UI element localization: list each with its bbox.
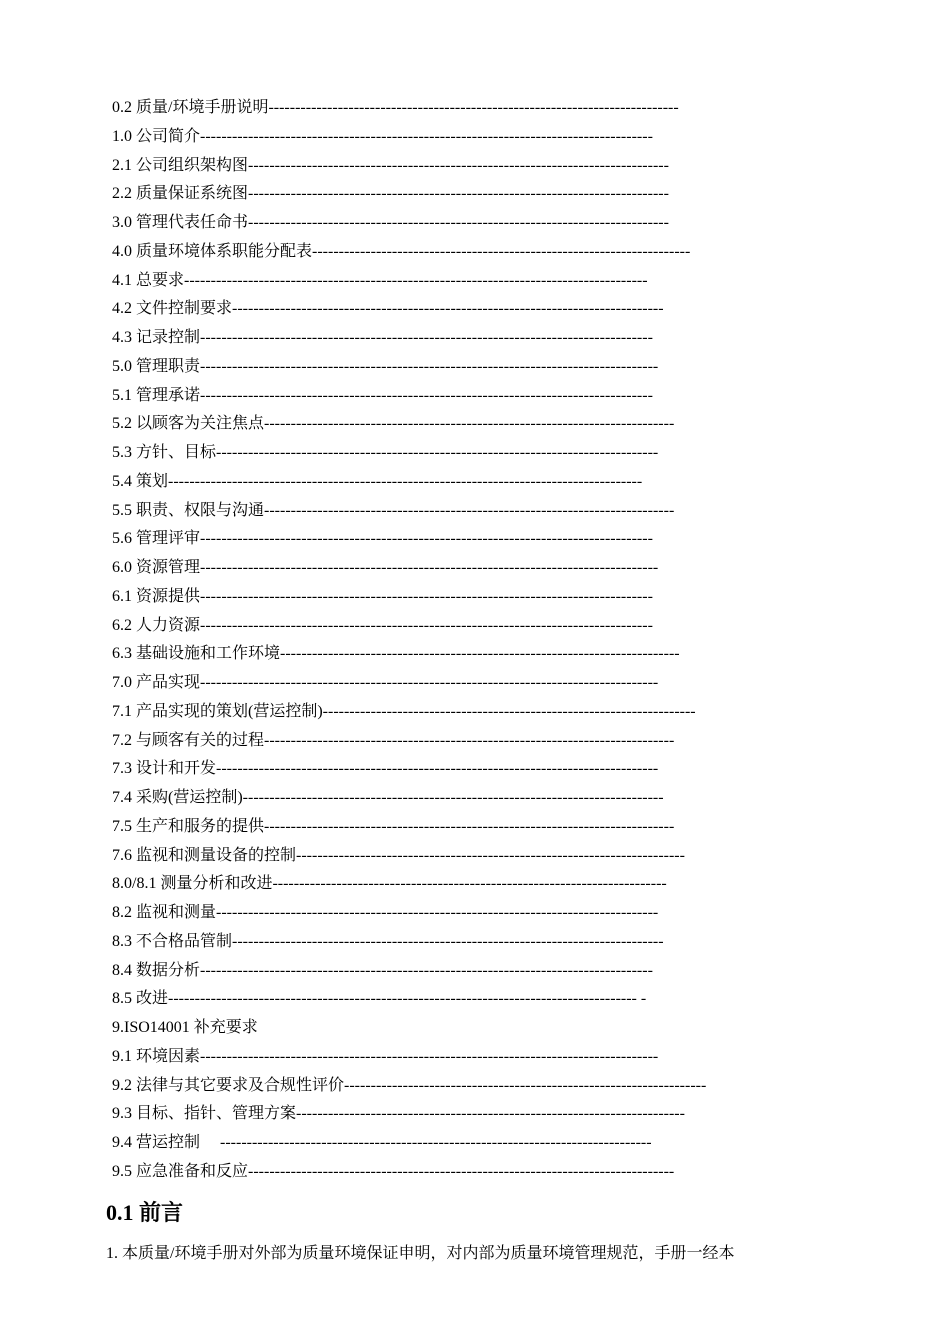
toc-entry: 5.5 职责、权限与沟通-----------------------------------------------------------------------------	[112, 501, 675, 519]
toc-entry: 5.4 策划-----------------------------------------------------------------------------------------	[112, 472, 643, 490]
toc-entry: 8.4 数据分析-------------------------------------------------------------------------------------	[112, 961, 653, 979]
toc-entry: 9.1 环境因素--------------------------------------------------------------------------------------	[112, 1047, 659, 1065]
toc-entry: 6.3 基础设施和工作环境---------------------------------------------------------------------------	[112, 645, 680, 663]
toc-entry: 8.5 改进---------------------------------------------------------------------------------------- -	[112, 990, 647, 1008]
toc-entry: 2.2 质量保证系统图-------------------------------------------------------------------------------	[112, 185, 669, 203]
toc-entry: 7.2 与顾客有关的过程-----------------------------------------------------------------------------	[112, 731, 675, 749]
toc-entry: 9.2 法律与其它要求及合规性评价--------------------------------------------------------------------	[112, 1076, 707, 1094]
toc-entry: 5.1 管理承诺-------------------------------------------------------------------------------------	[112, 386, 653, 404]
toc-entry: 8.0/8.1 测量分析和改进--------------------------------------------------------------------------	[112, 875, 667, 893]
toc-entry: 4.0 质量环境体系职能分配表-----------------------------------------------------------------------	[112, 242, 691, 260]
toc-entry: 4.1 总要求---------------------------------------------------------------------------------------	[112, 271, 648, 289]
section-heading: 0.1 前言	[106, 1200, 184, 1225]
toc-entry: 7.3 设计和开发-----------------------------------------------------------------------------------	[112, 760, 659, 778]
toc-entry: 5.2 以顾客为关注焦点-----------------------------------------------------------------------------	[112, 415, 675, 433]
toc-entry: 5.3 方针、目标-----------------------------------------------------------------------------------	[112, 444, 659, 461]
toc-entry: 9.ISO14001 补充要求	[112, 1019, 258, 1036]
toc-entry: 9.5 应急准备和反应--------------------------------------------------------------------------------	[112, 1162, 675, 1180]
toc-entry: 7.5 生产和服务的提供-----------------------------------------------------------------------------	[112, 817, 675, 835]
toc-entry: 3.0 管理代表任命书-------------------------------------------------------------------------------	[112, 214, 669, 231]
toc-entry: 7.4 采购(营运控制)-------------------------------------------------------------------------------	[112, 789, 664, 806]
toc-entry: 6.1 资源提供-------------------------------------------------------------------------------------	[112, 587, 653, 605]
toc-entry: 5.6 管理评审-------------------------------------------------------------------------------------	[112, 530, 653, 548]
toc-entry: 1.0 公司简介-------------------------------------------------------------------------------------	[112, 127, 653, 145]
body-paragraph: 1. 本质量/环境手册对外部为质量环境保证申明，对内部为质量环境管理规范，手册一经本	[106, 1245, 735, 1262]
toc-entry: 7.0 产品实现--------------------------------------------------------------------------------------	[112, 674, 659, 691]
toc-entry: 8.2 监视和测量-----------------------------------------------------------------------------------	[112, 904, 659, 921]
toc-entry: 8.3 不合格品管制---------------------------------------------------------------------------------	[112, 932, 664, 950]
toc-entry: 4.3 记录控制-------------------------------------------------------------------------------------	[112, 329, 653, 346]
toc-entry: 9.3 目标、指针、管理方案-------------------------------------------------------------------------	[112, 1105, 685, 1123]
toc-entry: 2.1 公司组织架构图-------------------------------------------------------------------------------	[112, 156, 669, 174]
toc-entry: 7.1 产品实现的策划(营运控制)----------------------------------------------------------------------	[112, 702, 696, 720]
toc-entry: 6.0 资源管理--------------------------------------------------------------------------------------	[112, 559, 659, 576]
table-of-contents	[112, 94, 822, 1187]
toc-entry: 6.2 人力资源-------------------------------------------------------------------------------------	[112, 616, 653, 634]
toc-entry: 9.4 营运控制 ---------------------------------------------------------------------------------	[112, 1134, 652, 1151]
toc-entry: 0.2 质量/环境手册说明-----------------------------------------------------------------------------	[112, 99, 679, 116]
toc-entry: 5.0 管理职责--------------------------------------------------------------------------------------	[112, 357, 659, 375]
toc-entry: 7.6 监视和测量设备的控制-------------------------------------------------------------------------	[112, 846, 685, 864]
toc-entry: 4.2 文件控制要求---------------------------------------------------------------------------------	[112, 300, 664, 318]
